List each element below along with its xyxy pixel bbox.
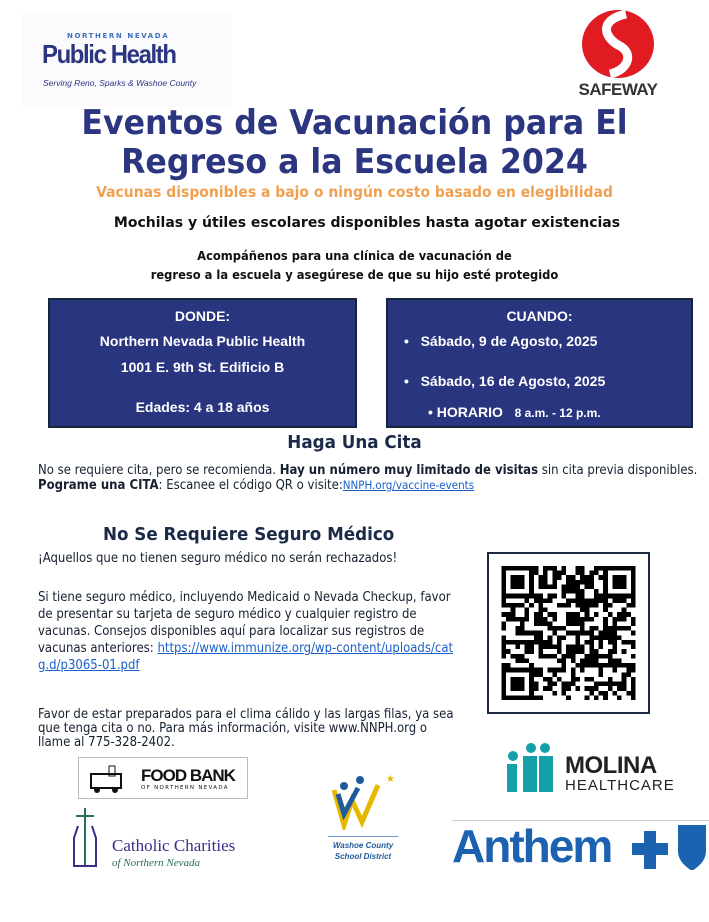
truck-icon — [87, 764, 127, 794]
qr-code-image — [501, 566, 636, 700]
immunize-link[interactable]: https://www.immunize.org/wp-content/uploads/catg.d/p3065-01.pdf — [38, 641, 454, 673]
food-bank-logo — [78, 757, 248, 799]
people-icon — [505, 742, 563, 794]
logo-text: HEALTHCARE — [565, 777, 675, 794]
when-box — [386, 298, 693, 428]
molina-logo — [505, 742, 675, 794]
where-heading: DONDE: — [174, 308, 231, 324]
safeway-s-icon — [568, 8, 668, 80]
figures-star-icon — [328, 770, 398, 830]
blue-cross-shield-icon — [632, 823, 709, 870]
logo-text: Serving Reno, Sparks & Washoe County — [43, 78, 197, 88]
nnph-logo — [22, 12, 232, 107]
cross-icon — [72, 808, 98, 870]
appointment-link[interactable]: NNPH.org/vaccine-events — [342, 478, 475, 492]
insurance-p3: Favor de estar preparados para el clima cálido y las largas filas, ya sea que tenga cita o no. Para más información, visite www.NNPH.org o llame al 775-328-2402. — [38, 707, 454, 750]
anthem-logo — [452, 820, 709, 870]
qr-code[interactable] — [487, 552, 650, 714]
logo-text: Public Health — [42, 39, 176, 69]
logo-text: Washoe County School District — [328, 836, 398, 862]
where-address: 1001 E. 9th St. Edificio B — [120, 359, 285, 375]
appointment-heading: Haga Una Cita — [287, 432, 422, 453]
where-ages: Edades: 4 a 18 años — [135, 399, 270, 415]
date-item: • Sábado, 9 de Agosto, 2025 — [404, 333, 598, 349]
insurance-heading: No Se Requiere Seguro Médico — [102, 524, 395, 545]
intro-text: Acompáñenos para una clínica de vacunación de regreso a la escuela y asegúrese de que su hijo esté protegido — [150, 248, 559, 282]
subtitle: Vacunas disponibles a bajo o ningún costo basado en elegibilidad — [96, 183, 613, 201]
where-name: Northern Nevada Public Health — [99, 333, 306, 349]
date-item: • Sábado, 16 de Agosto, 2025 — [404, 373, 606, 389]
insurance-p2: Si tiene seguro médico, incluyendo Medicaid o Nevada Checkup, favor de presentar su tarjeta de seguro médico y cualquier registro de vacunas. Consejos disponibles aquí para localizar sus registros de vacunas anteriores: https://www.immunize.org/wp-content/uploads/catg.d/p3065-01.pdf — [38, 590, 454, 673]
when-heading: CUANDO: — [506, 308, 573, 324]
logo-text: Anthem — [452, 820, 612, 870]
logo-text: of Northern Nevada — [112, 857, 200, 869]
appointment-text: No se requiere cita, pero se recomienda. Hay un número muy limitado de visitas sin cita previa disponibles. Pograme una CITA: Escanee el código QR o visite:NNPH.org/vaccine-events — [38, 463, 698, 493]
page-title: Eventos de Vacunación para El Regreso a la Escuela 2024 — [81, 103, 628, 182]
safeway-logo — [568, 8, 668, 103]
catholic-charities-logo — [72, 808, 242, 870]
where-box — [48, 298, 357, 428]
hours: • HORARIO 8 a.m. - 12 p.m. — [428, 404, 601, 420]
wcsd-logo — [328, 770, 398, 870]
svg-text:★: ★ — [386, 774, 395, 785]
logo-text: SAFEWAY — [578, 80, 658, 99]
logo-text: FOOD BANK — [141, 766, 235, 785]
logo-text: MOLINA — [565, 752, 657, 779]
insurance-p1: ¡Aquellos que no tienen seguro médico no serán rechazados! — [38, 551, 398, 566]
supplies-note: Mochilas y útiles escolares disponibles hasta agotar existencias — [113, 215, 621, 231]
logo-text: OF NORTHERN NEVADA — [141, 785, 229, 791]
logo-text: Catholic Charities — [112, 836, 236, 855]
logo-text: NORTHERN NEVADA — [67, 32, 170, 40]
